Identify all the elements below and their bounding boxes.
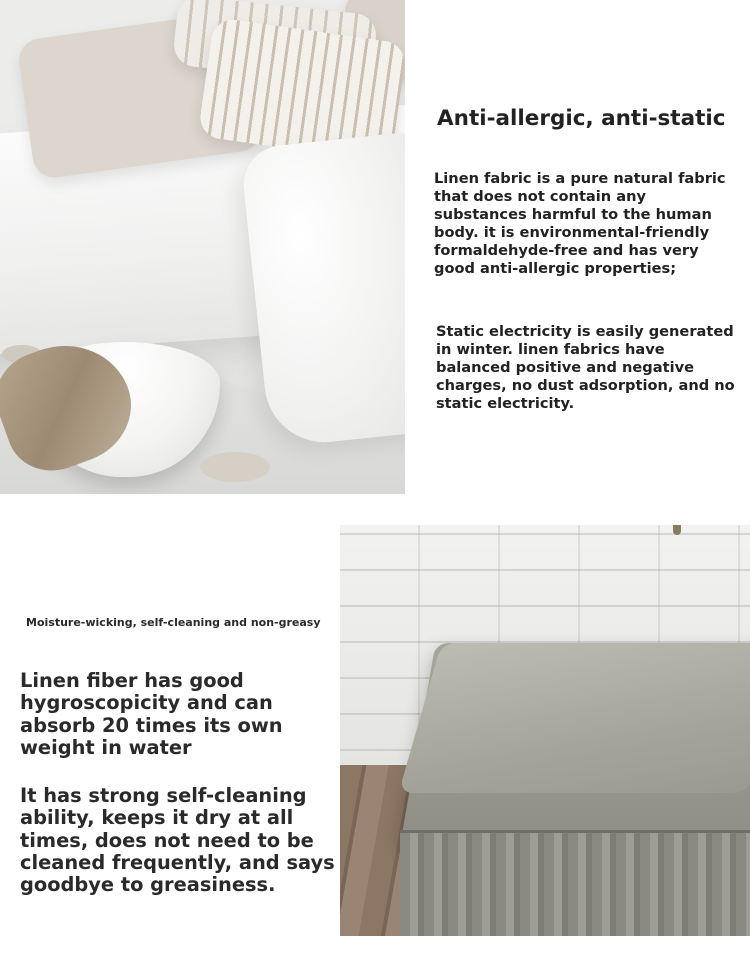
section2-heading: Moisture-wicking, self-cleaning and non-greasy [26,616,321,629]
wall-hook [673,525,681,535]
pebble [200,452,270,482]
fitted-sheet [398,643,750,793]
section2-paragraph: Linen fiber has good hygroscopicity and can absorb 20 times its own weight in water [20,669,283,759]
section2-paragraph: It has strong self-cleaning ability, keeps it dry at all times, does not need to be cleaned frequently, and says goodbye to greasiness. [20,784,335,897]
section1-paragraph: Linen fabric is a pure natural fabric that does not contain any substances harmful to the human body. it is environmental-friendly formaldehyde-free and has very good anti-allergic properties; [434,170,726,277]
bed-skirt [400,830,750,936]
grey-linen-bed-photo [340,525,750,936]
section1-heading: Anti-allergic, anti-static [437,106,726,131]
section1-paragraph: Static electricity is easily generated in winter. linen fabrics have balanced positive and negative charges, no dust adsorption, and no static electricity. [436,323,735,412]
bedroom-linen-photo [0,0,405,494]
